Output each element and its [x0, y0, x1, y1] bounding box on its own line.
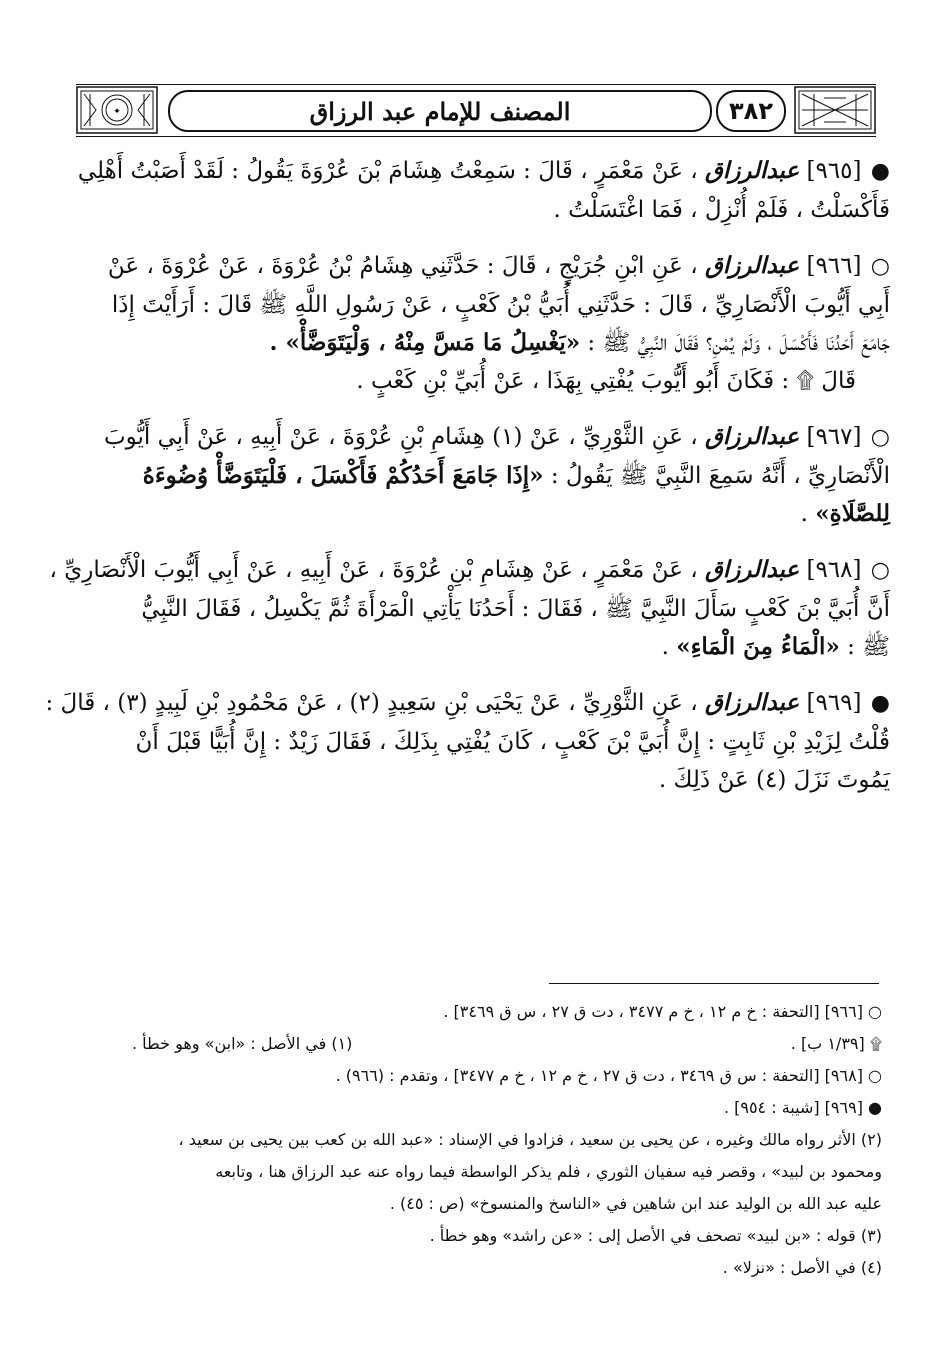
hadith-entry	[72, 418, 890, 533]
hadith-entry	[72, 152, 890, 229]
text-line	[72, 723, 890, 761]
header-top-rule	[76, 84, 876, 85]
text-line	[72, 362, 890, 400]
header-bottom-rule	[76, 136, 876, 137]
hadith-text: ، عَنْ مَعْمَرٍ ، عَنْ هِشَامِ بْنِ عُرْوَةَ ، عَنْ أَبِيهِ ، عَنْ أَبِي أَيُّوبَ الْأَنْصَارِيِّ ،	[49, 557, 698, 583]
footnote-separator	[549, 983, 879, 984]
narrator-name: عبدالرزاق	[704, 556, 800, 583]
footnote-line: (٣) قوله : «بن لبيد» تصحف في الأصل إلى : «عن راشد» وهو خطأ .	[429, 1226, 882, 1245]
hadith-text: ، عَنِ ابْنِ جُرَيْجٍ ، قَالَ : حَدَّثَنِي هِشَامُ بْنُ عُرْوَةَ ، عَنْ عُرْوَةَ ، عَنْ	[107, 253, 698, 279]
narrator-name: عبدالرزاق	[704, 423, 800, 450]
text-line	[72, 495, 890, 533]
hadith-text: أَبِي أَيُّوبَ الْأَنْصَارِيِّ ، قَالَ : حَدَّثَنِي أُبَيُّ بْنُ كَعْبٍ ، عَنْ رَسُولِ اللَّهِ ﷺ قَالَ : أَرَأَيْتَ إِذَا	[111, 292, 890, 318]
hadith-entry	[72, 247, 890, 400]
footnote-ref: ۩ [١/٣٩ ب] .	[790, 1034, 882, 1053]
footnote-line: ومحمود بن لبيد» ، وقصر فيه سفيان الثوري ، فلم يذكر الواسطة فيما رواه عنه عبد الرزاق هنا ، وتابعه	[215, 1162, 882, 1181]
text-line	[49, 551, 890, 590]
hadith-text: ، عَنِ الثَّوْرِيِّ ، عَنْ (١) هِشَامِ بْنِ عُرْوَةَ ، عَنْ أَبِيهِ ، عَنْ أَبِي أَيُّوبَ	[104, 424, 698, 450]
hadith-text: يَمُوتَ نَزَلَ (٤) عَنْ ذَلِكَ .	[658, 767, 890, 793]
hadith-text: جَامَعَ أَحَدُنَا فَأَكْسَلَ ، وَلَمْ يُمْنِ؟ فَقَالَ النَّبِيُّ ﷺ :	[587, 330, 890, 356]
text-line	[72, 247, 890, 286]
hadith-text: ، عَنِ الثَّوْرِيِّ ، عَنْ يَحْيَى بْنِ سَعِيدٍ (٢) ، عَنْ مَحْمُودِ بْنِ لَبِيدٍ (٣) ، قَالَ :	[45, 690, 698, 716]
page-number: ٣٨٢	[716, 90, 786, 132]
prophet-quote: لِلصَّلَاةِ»	[815, 500, 890, 527]
hadith-text: قَالَ ۩ : فَكَانَ أَبُو أَيُّوبَ يُفْتِي بِهَذَا ، عَنْ أُبَيِّ بْنِ كَعْبٍ .	[356, 368, 856, 394]
hadith-text: الْأَنْصَارِيِّ ، أَنَّهُ سَمِعَ النَّبِيَّ ﷺ يَقُولُ :	[550, 463, 890, 489]
text-line	[72, 628, 890, 666]
page-header	[76, 86, 876, 134]
hollow-circle-icon: ○	[870, 254, 890, 279]
footnote-line: ● [٩٦٩] [شيبة : ٩٥٤] .	[723, 1098, 882, 1117]
book-title: المصنف للإمام عبد الرزاق	[168, 90, 712, 132]
footnote-line: (٤) في الأصل : «نزلا» .	[722, 1258, 882, 1277]
filled-circle-icon: ●	[870, 159, 890, 184]
text-line	[72, 152, 890, 191]
footnote-line: ○ [٩٦٨] [التحفة : س ق ٣٤٦٩ ، دت ق ٢٧ ، خ م ١٢ ، خ م ٣٤٧٧] ، وتقدم : (٩٦٦) .	[335, 1066, 882, 1085]
hadith-entry	[45, 684, 890, 799]
footnotes	[72, 996, 882, 1284]
footnote-ref: (١) في الأصل : «ابن» وهو خطأ .	[132, 1034, 353, 1053]
text-line	[72, 761, 890, 799]
text-line	[72, 418, 890, 457]
narrator-name: عبدالرزاق	[704, 157, 800, 184]
hadith-number: [٩٦٧]	[806, 424, 862, 450]
hadith-number: [٩٦٩]	[806, 690, 862, 716]
hadith-text: .	[800, 501, 816, 527]
main-text	[45, 152, 890, 817]
hollow-circle-icon: ○	[870, 425, 890, 450]
hadith-text: أَنَّ أُبَيَّ بْنَ كَعْبٍ سَأَلَ النَّبِيَّ ﷺ ، فَقَالَ : أَحَدُنَا يَأْتِي الْمَرْأَةَ ثُمَّ يَكْسِلُ ، فَقَالَ النَّبِيُّ	[141, 596, 890, 622]
footnote-line: عليه عبد الله بن الوليد عند ابن شاهين في «الناسخ والمنسوخ» (ص : ٤٥) .	[389, 1194, 882, 1213]
narrator-name: عبدالرزاق	[704, 689, 800, 716]
svg-text:✦: ✦	[113, 107, 121, 117]
hadith-text: ﷺ :	[847, 634, 890, 660]
text-line	[72, 286, 890, 324]
hadith-text: .	[661, 634, 677, 660]
footnote-line: (٢) الأثر رواه مالك وغيره ، عن يحيى بن سعيد ، فزادوا في الإسناد : «عبد الله بن كعب بين يحيى بن سعيد ،	[178, 1130, 882, 1149]
narrator-name: عبدالرزاق	[704, 252, 800, 279]
text-line	[72, 590, 890, 628]
prophet-quote: «الْمَاءُ مِنَ الْمَاءِ»	[676, 633, 840, 660]
left-ornament-icon	[76, 86, 158, 134]
hadith-entry	[49, 551, 890, 666]
hadith-text: فَأَكْسَلْتُ ، فَلَمْ أُنْزِلْ ، فَمَا اغْتَسَلْتُ .	[553, 197, 890, 223]
prophet-quote: «يَغْسِلُ مَا مَسَّ مِنْهُ ، وَلْيَتَوَضَّأْ» .	[269, 329, 581, 356]
prophet-quote: «إِذَا جَامَعَ أَحَدُكُمْ فَأَكْسَلَ ، فَلْيَتَوَضَّأْ وُضُوءَهُ	[142, 462, 544, 489]
text-line	[45, 684, 890, 723]
hadith-text: قُلْتُ لِزَيْدِ بْنِ ثَابِتٍ : إِنَّ أُبَيَّ بْنَ كَعْبٍ ، كَانَ يُفْتِي بِذَلِكَ ، فَقَالَ زَيْدٌ : إِنَّ أُبَيًّا قَبْلَ أَنْ	[135, 729, 890, 755]
text-line	[72, 191, 890, 229]
text-line	[72, 324, 890, 362]
footnote-line	[72, 1028, 882, 1060]
hollow-circle-icon: ○	[870, 558, 890, 583]
text-line	[72, 457, 890, 495]
hadith-text: ، عَنْ مَعْمَرٍ ، قَالَ : سَمِعْتُ هِشَامَ بْنَ عُرْوَةَ يَقُولُ : لَقَدْ أَصَبْتُ أَهْلِي	[77, 158, 698, 184]
footnote-line: ○ [٩٦٦] [التحفة : خ م ١٢ ، خ م ٣٤٧٧ ، دت ق ٢٧ ، س ق ٣٤٦٩] .	[443, 1002, 882, 1021]
hadith-number: [٩٦٦]	[806, 253, 862, 279]
right-ornament-icon	[794, 86, 876, 134]
hadith-number: [٩٦٥]	[806, 158, 862, 184]
filled-circle-icon: ●	[870, 691, 890, 716]
hadith-number: [٩٦٨]	[806, 557, 862, 583]
